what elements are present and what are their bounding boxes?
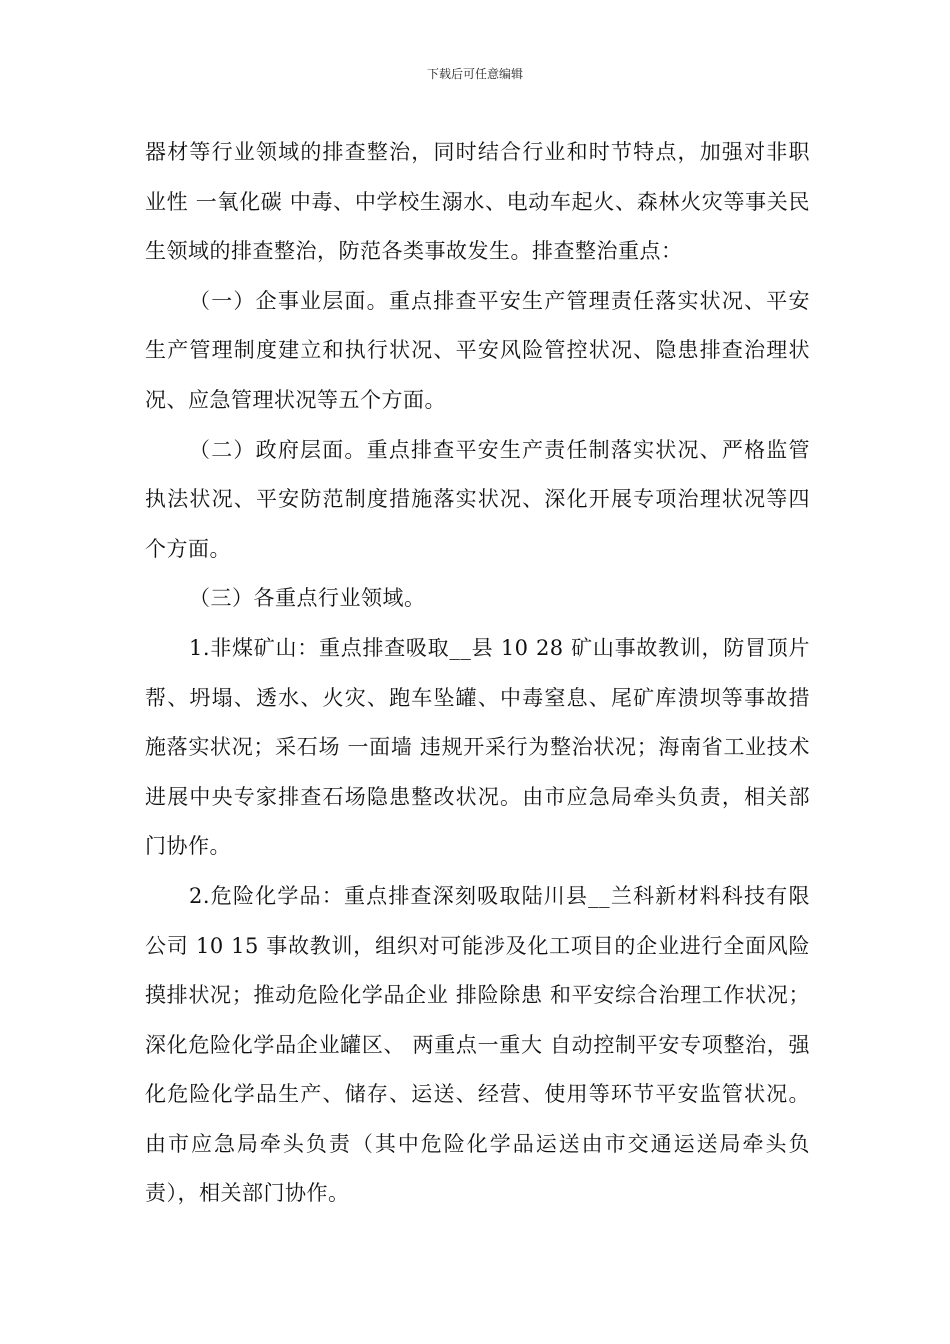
document-body (145, 128, 810, 1219)
paragraph-key-industries: （三）各重点行业领域。 (189, 586, 426, 611)
paragraph-intro: 器材等行业领域的排查整治，同时结合行业和时节特点，加强对非职业性 一氧化碳 中毒、中学校生溺水、电动车起火、森林火灾等事关民生领域的排查整治，防范各类事故发生。排查整治重点： (145, 140, 810, 264)
paragraph-enterprise-level: （一）企事业层面。重点排查平安生产管理责任落实状况、平安生产管理制度建立和执行状况、平安风险管控状况、隐患排查治理状况、应急管理状况等五个方面。 (145, 288, 810, 412)
page-header: 下载后可任意编辑 (426, 67, 523, 81)
paragraph-non-coal-mines: 1.非煤矿山：重点排查吸取__县 10 28 矿山事故教训，防冒顶片帮、坍塌、透水、火灾、跑车坠罐、中毒窒息、尾矿库溃坝等事故措施落实状况；采石场 一面墙 违规开采行为整治状况；海南省工业技术进展中央专家排查石场隐患整改状况。由市应急局牵头负责，相关部门协作。 (145, 635, 810, 859)
paragraph-hazardous-chemicals: 2.危险化学品：重点排查深刻吸取陆川县__兰科新材料科技有限公司 10 15 事故教训，组织对可能涉及化工项目的企业进行全面风险摸排状况；推动危险化学品企业 排险除患 和平安综合治理工作状况；深化危险化学品企业罐区、 两重点一重大 自动控制平安专项整治，强化危险化学品生产、储存、运送、经营、使用等环节平安监管状况。由市应急局牵头负责（其中危险化学品运送由市交通运送局牵头负责），相关部门协作。 (145, 883, 810, 1206)
paragraph-government-level: （二）政府层面。重点排查平安生产责任制落实状况、严格监管执法状况、平安防范制度措施落实状况、深化开展专项治理状况等四个方面。 (145, 437, 810, 561)
